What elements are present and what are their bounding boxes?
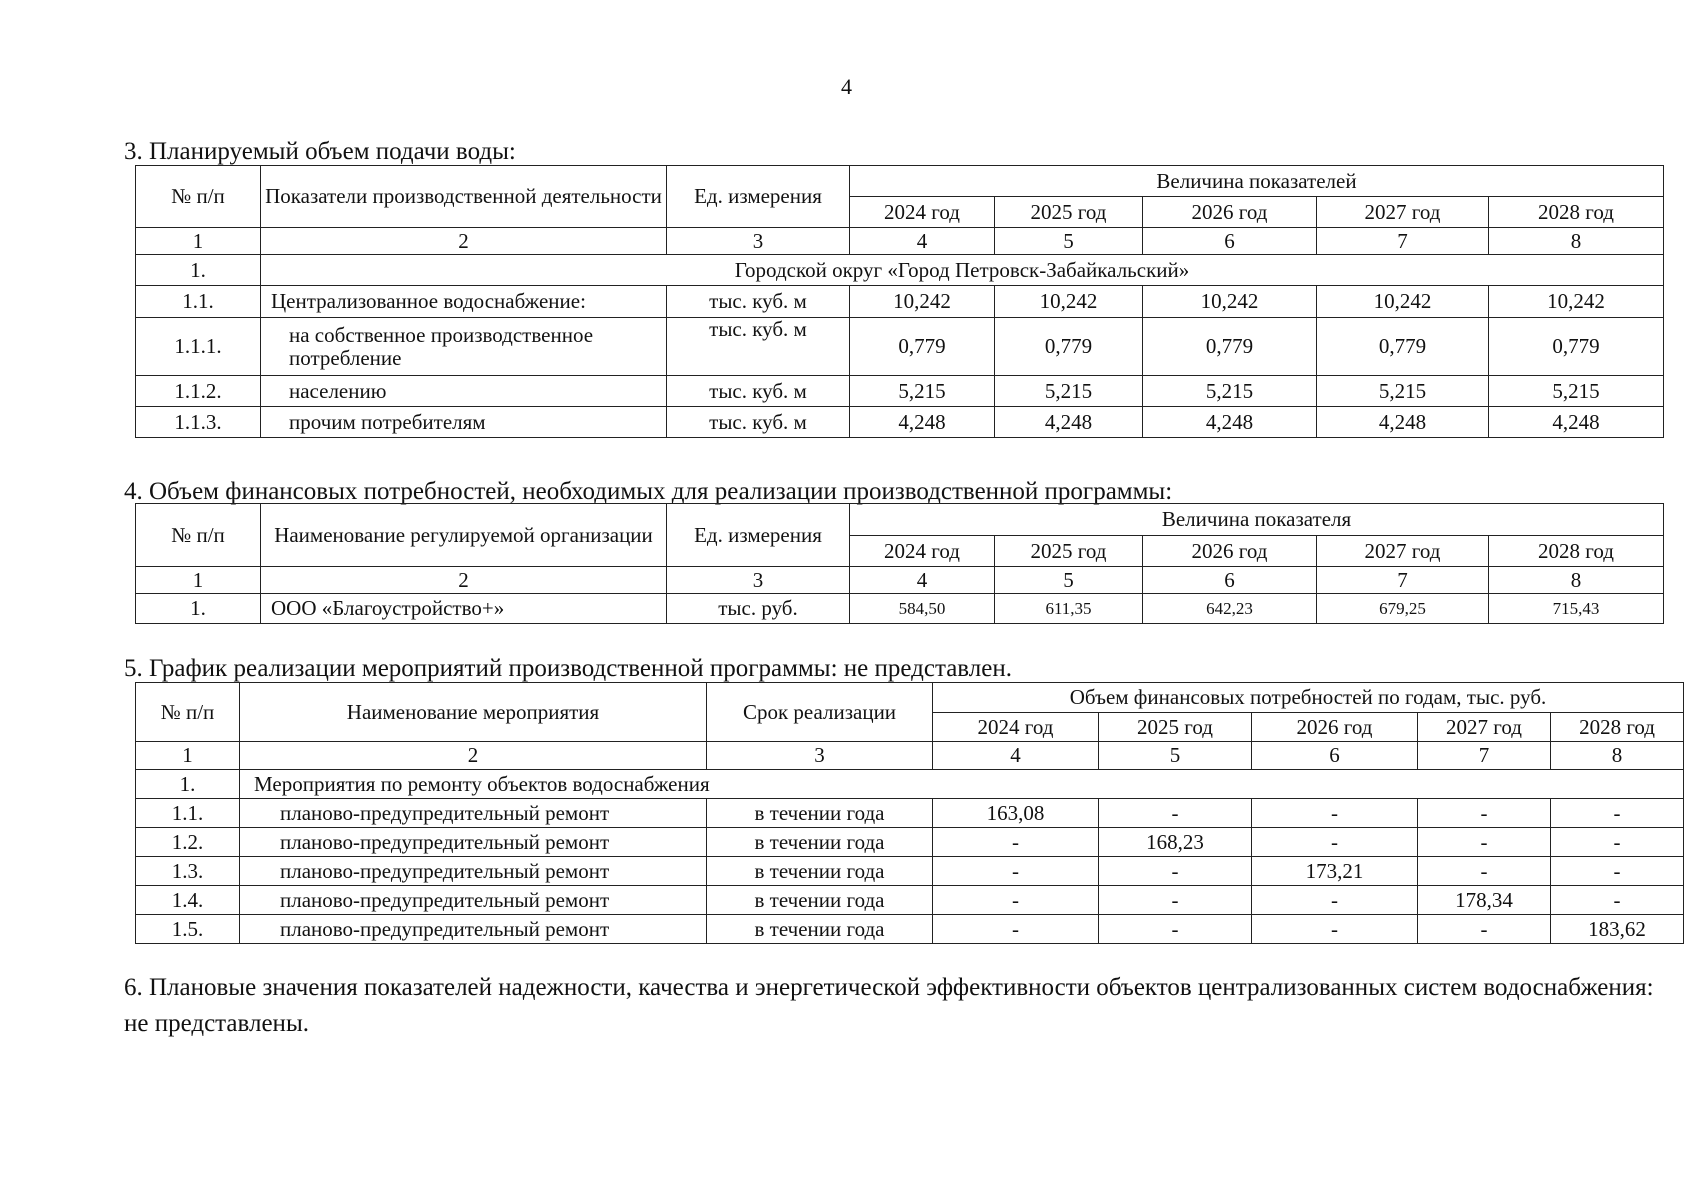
row-value: 10,242 [995,286,1143,318]
header-name: Наименование мероприятия [240,683,707,742]
row-num: 1.1. [136,799,240,828]
row-value: - [933,857,1099,886]
column-number: 3 [667,228,850,255]
section-4-heading: 4. Объем финансовых потребностей, необходимых для реализации производственной программы: [124,478,1173,505]
row-value: 642,23 [1143,594,1317,624]
group-num: 1. [136,255,261,286]
column-number: 2 [261,228,667,255]
row-value: 0,779 [1143,318,1317,376]
row-value: - [1551,857,1684,886]
table-row [136,857,1684,886]
table-row [136,407,1664,438]
row-value: - [1099,915,1252,944]
row-value: - [1418,828,1551,857]
year-header: 2028 год [1489,197,1664,228]
header-unit: Ед. измерения [667,504,850,567]
column-number: 6 [1143,228,1317,255]
water-supply-table [135,165,1664,438]
row-name: на собственное производственное потребление [261,318,667,376]
header-num: № п/п [136,683,240,742]
row-unit: тыс. руб. [667,594,850,624]
group-num: 1. [136,770,240,799]
table-row [136,915,1684,944]
section-5-heading: 5. График реализации мероприятий производственной программы: не представлен. [124,655,1012,682]
row-num: 1.1.2. [136,376,261,407]
column-number: 4 [850,228,995,255]
row-value: - [1099,886,1252,915]
column-number: 7 [1317,228,1489,255]
row-value: 10,242 [1143,286,1317,318]
row-value: 0,779 [1317,318,1489,376]
header-values: Величина показателя [850,504,1664,536]
group-name: Городской округ «Город Петровск-Забайкальский» [261,255,1664,286]
column-number: 5 [995,228,1143,255]
column-number: 7 [1317,567,1489,594]
row-value: - [933,886,1099,915]
column-number: 8 [1489,567,1664,594]
column-number: 2 [261,567,667,594]
row-value: 163,08 [933,799,1099,828]
row-value: 5,215 [1317,376,1489,407]
header-values: Величина показателей [850,166,1664,197]
row-value: 183,62 [1551,915,1684,944]
row-value: 0,779 [850,318,995,376]
column-number: 1 [136,567,261,594]
row-num: 1.1.1. [136,318,261,376]
row-name: планово-предупредительный ремонт [240,828,707,857]
header-unit: Ед. измерения [667,166,850,228]
column-numbers-row [136,567,1664,594]
row-term: в течении года [707,886,933,915]
header-term: Срок реализации [707,683,933,742]
column-number: 7 [1418,742,1551,770]
row-name: планово-предупредительный ремонт [240,915,707,944]
column-number: 4 [933,742,1099,770]
row-term: в течении года [707,799,933,828]
row-value: - [1252,886,1418,915]
organization-name: ООО «Благоустройство+» [261,594,667,624]
row-name: Централизованное водоснабжение: [261,286,667,318]
row-value: 10,242 [1489,286,1664,318]
row-value: 178,34 [1418,886,1551,915]
row-value: 5,215 [995,376,1143,407]
column-number: 1 [136,742,240,770]
row-value: 715,43 [1489,594,1664,624]
row-value: 4,248 [1317,407,1489,438]
year-header: 2024 год [850,197,995,228]
year-header: 2028 год [1489,536,1664,567]
column-number: 6 [1252,742,1418,770]
row-name: планово-предупредительный ремонт [240,886,707,915]
header-values: Объем финансовых потребностей по годам, тыс. руб. [933,683,1684,713]
row-num: 1.4. [136,886,240,915]
row-value: 4,248 [995,407,1143,438]
row-value: 10,242 [850,286,995,318]
row-value: 5,215 [1143,376,1317,407]
page-number: 4 [841,74,852,99]
year-header: 2027 год [1317,536,1489,567]
column-number: 8 [1551,742,1684,770]
year-header: 2024 год [850,536,995,567]
row-value: 5,215 [850,376,995,407]
header-org: Наименование регулируемой организации [261,504,667,567]
year-header: 2024 год [933,713,1099,742]
financial-needs-table [135,503,1664,624]
year-header: 2026 год [1143,536,1317,567]
header-num: № п/п [136,166,261,228]
year-header: 2026 год [1143,197,1317,228]
column-number: 1 [136,228,261,255]
row-value: 4,248 [850,407,995,438]
year-header: 2025 год [995,197,1143,228]
row-value: - [1418,799,1551,828]
row-value: 611,35 [995,594,1143,624]
column-numbers-row [136,228,1664,255]
column-number: 3 [667,567,850,594]
schedule-table [135,682,1684,944]
year-header: 2026 год [1252,713,1418,742]
row-unit: тыс. куб. м [667,286,850,318]
row-term: в течении года [707,828,933,857]
table-row [136,828,1684,857]
row-value: - [1551,799,1684,828]
column-number: 5 [995,567,1143,594]
row-value: 4,248 [1143,407,1317,438]
row-value: 679,25 [1317,594,1489,624]
row-value: 168,23 [1099,828,1252,857]
row-num: 1.3. [136,857,240,886]
group-row [136,255,1664,286]
section-6-paragraph: 6. Плановые значения показателей надежности, качества и энергетической эффективности объектов централизованных систем водоснабжения: не представлены. [124,974,1654,1037]
row-value: - [1551,886,1684,915]
row-value: 4,248 [1489,407,1664,438]
row-num: 1.1. [136,286,261,318]
column-number: 5 [1099,742,1252,770]
section-3-heading: 3. Планируемый объем подачи воды: [124,138,516,165]
row-value: 10,242 [1317,286,1489,318]
table-row [136,376,1664,407]
year-header: 2028 год [1551,713,1684,742]
row-unit: тыс. куб. м [667,376,850,407]
row-name: планово-предупредительный ремонт [240,799,707,828]
row-num: 1.1.3. [136,407,261,438]
row-num: 1. [136,594,261,624]
column-number: 2 [240,742,707,770]
row-value: 5,215 [1489,376,1664,407]
row-value: - [1418,915,1551,944]
table-row [136,799,1684,828]
row-value: - [933,915,1099,944]
row-num: 1.5. [136,915,240,944]
row-value: - [1099,857,1252,886]
table-row [136,886,1684,915]
row-value: - [1099,799,1252,828]
year-header: 2025 год [995,536,1143,567]
row-value: - [933,828,1099,857]
year-header: 2027 год [1317,197,1489,228]
row-value: 0,779 [995,318,1143,376]
column-number: 4 [850,567,995,594]
row-unit: тыс. куб. м [667,407,850,438]
header-indicator: Показатели производственной деятельности [261,166,667,228]
year-header: 2027 год [1418,713,1551,742]
row-value: 584,50 [850,594,995,624]
row-name: прочим потребителям [261,407,667,438]
row-value: 173,21 [1252,857,1418,886]
table-row [136,318,1664,376]
column-numbers-row [136,742,1684,770]
row-value: - [1252,828,1418,857]
row-value: - [1551,828,1684,857]
row-term: в течении года [707,915,933,944]
column-number: 6 [1143,567,1317,594]
row-value: - [1252,915,1418,944]
group-name: Мероприятия по ремонту объектов водоснабжения [240,770,1684,799]
header-num: № п/п [136,504,261,567]
group-row [136,770,1684,799]
column-number: 8 [1489,228,1664,255]
column-number: 3 [707,742,933,770]
row-unit: тыс. куб. м [667,318,850,376]
year-header: 2025 год [1099,713,1252,742]
row-term: в течении года [707,857,933,886]
table-row [136,594,1664,624]
row-value: 0,779 [1489,318,1664,376]
row-num: 1.2. [136,828,240,857]
row-name: населению [261,376,667,407]
table-row [136,286,1664,318]
row-value: - [1418,857,1551,886]
row-value: - [1252,799,1418,828]
row-name: планово-предупредительный ремонт [240,857,707,886]
